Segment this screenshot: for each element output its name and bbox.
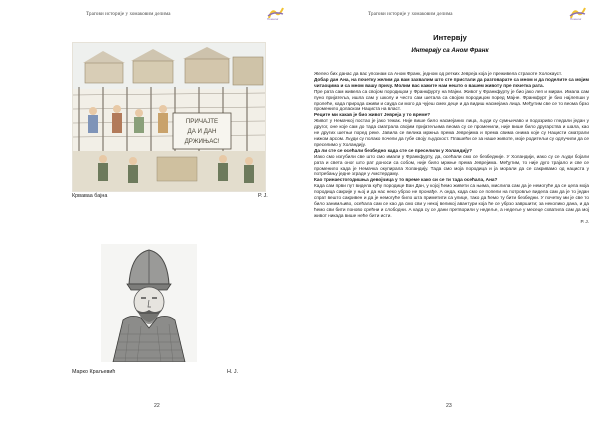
interview-question: Реците ми какав је био живот Јевреја у то време?: [314, 112, 431, 118]
interview-answer: Пре рата сам живела са својом породицом у Франкфурту на Мајни. Живот у Франкфурту је био јако леп и миран. Имала сам пуно пријатеља, ишла сам у школу и често сам шетала са својом породицом поред Мајне. Франкфурт је био најлепши у пролеће, када природа оживи и сауда си мого да чујеш смех деце и да видиш насмејана лица. Међутим све се то веома брзо променило доласком Нациста на власт.: [314, 88, 589, 112]
interview-title: Интервју: [433, 33, 467, 42]
interview-subtitle: Интервју са Аном Франк: [411, 47, 489, 54]
drawing-sign-line-3: ДРЖИЊАС!: [184, 138, 220, 145]
interview-answer: Када сам први пут видела кућу породице Ван Дан, у којој ћемо живети са њима, мислила сам да је немогуће да се цела моја породица сакрије у њој и да нас неко убрзо не пронађе. А онда, када смо се попели на потровље видела сам да је то један спрат вешто сакривен и да је немогуће било шта приметити са улице, тако да ћемо ту бити безбедни. У почетку ми је све то било занимљиво, осећала сам се као да смо сви у некој великој авантури која ће се убрзо завршити; за неколико дана, и да ћемо сви бити поново срећни и слободни. А када су се дани претворили у недеље, а недеље у месеце схватила сам да мој живот никада више неће бити исти.: [314, 183, 589, 218]
interview-question: Да ли сте се осећали безбедно када сте се преселили у Холандију?: [314, 147, 472, 153]
logo-text: Поенинг: [570, 17, 582, 21]
interview-question: Добар дан Ана, на почетку желим да вам захвалим што сте пристали да разговарате са мном и да поделите са мојим читаоцима и са мном вашу причу. Молим вас кажите нам нешто о вашем животу пре почетка рата.: [314, 76, 589, 88]
running-head: Трагови историје у хомаковим делима: [86, 12, 171, 17]
caption-1-title: Крваваа бајна: [72, 193, 108, 199]
camp-drawing-image: [73, 43, 265, 191]
interview-answer: Желео бих данас да вас упознам са Аном Франк, једном од ретких Јевреја која је преживела страхоте Холокауст.: [314, 71, 562, 76]
portrait-drawing-image: [101, 244, 197, 362]
caption-2-title: Марко Краљевић: [72, 369, 116, 375]
interview-answer: Иако смо изгубили све што смо имали у Франкфурту, да, осећали смо се безбедније. У Холандији, иако су се људи бојали рата и света оног што рат доноси са собом, није било мржње према Јеврејима. Међутим, то није дуго трајало и све се променило када је Немачка окупирала Холандију. Тада смо моја породица и ја морали да се сакривамо од нациста у потребању једне зграде у Амстердаму.: [314, 153, 589, 177]
caption-1-author: Р. Ј.: [258, 193, 268, 199]
interview-question: Као тринаестогодишња девојчица у то време како си се ти тада осећала, Ана?: [314, 177, 498, 183]
interview-signature: Р. Ј.: [580, 218, 589, 224]
page-number-left: 22: [154, 403, 160, 409]
logo-text: Поенинг: [267, 17, 279, 21]
drawing-sign-line-1: ПРИЧАЈТЕ: [185, 118, 219, 125]
interview-body: [314, 71, 589, 225]
interview-answer: Живот у Немачкој постао је јако тежак. Није више било насмејаних лица, људи су сумњичаво и подозриво гледали један у другог, оне које сам до тада сматрала својим пријатељима веома су се променили, није више било другарства и шала, као не других шетњи поред реке. Јавила се велика мржња према Јеврејима и према свима онима које су Нацисти сматрали нижом арсом. Људи су полако почели да губе своју људскост. Плашећи се за наше животе, моје родитељи су одлучили да се преселимо у Холандију.: [314, 118, 589, 147]
page-number-right: 23: [446, 403, 452, 409]
illustration-drawing-1: [72, 42, 266, 192]
illustration-drawing-2: [101, 244, 197, 362]
running-head: Трагови историје у хомаковим делима: [368, 12, 453, 17]
caption-2-author: Н. Ј.: [227, 369, 239, 375]
drawing-sign-line-2: ДА И ДАН: [187, 128, 217, 135]
